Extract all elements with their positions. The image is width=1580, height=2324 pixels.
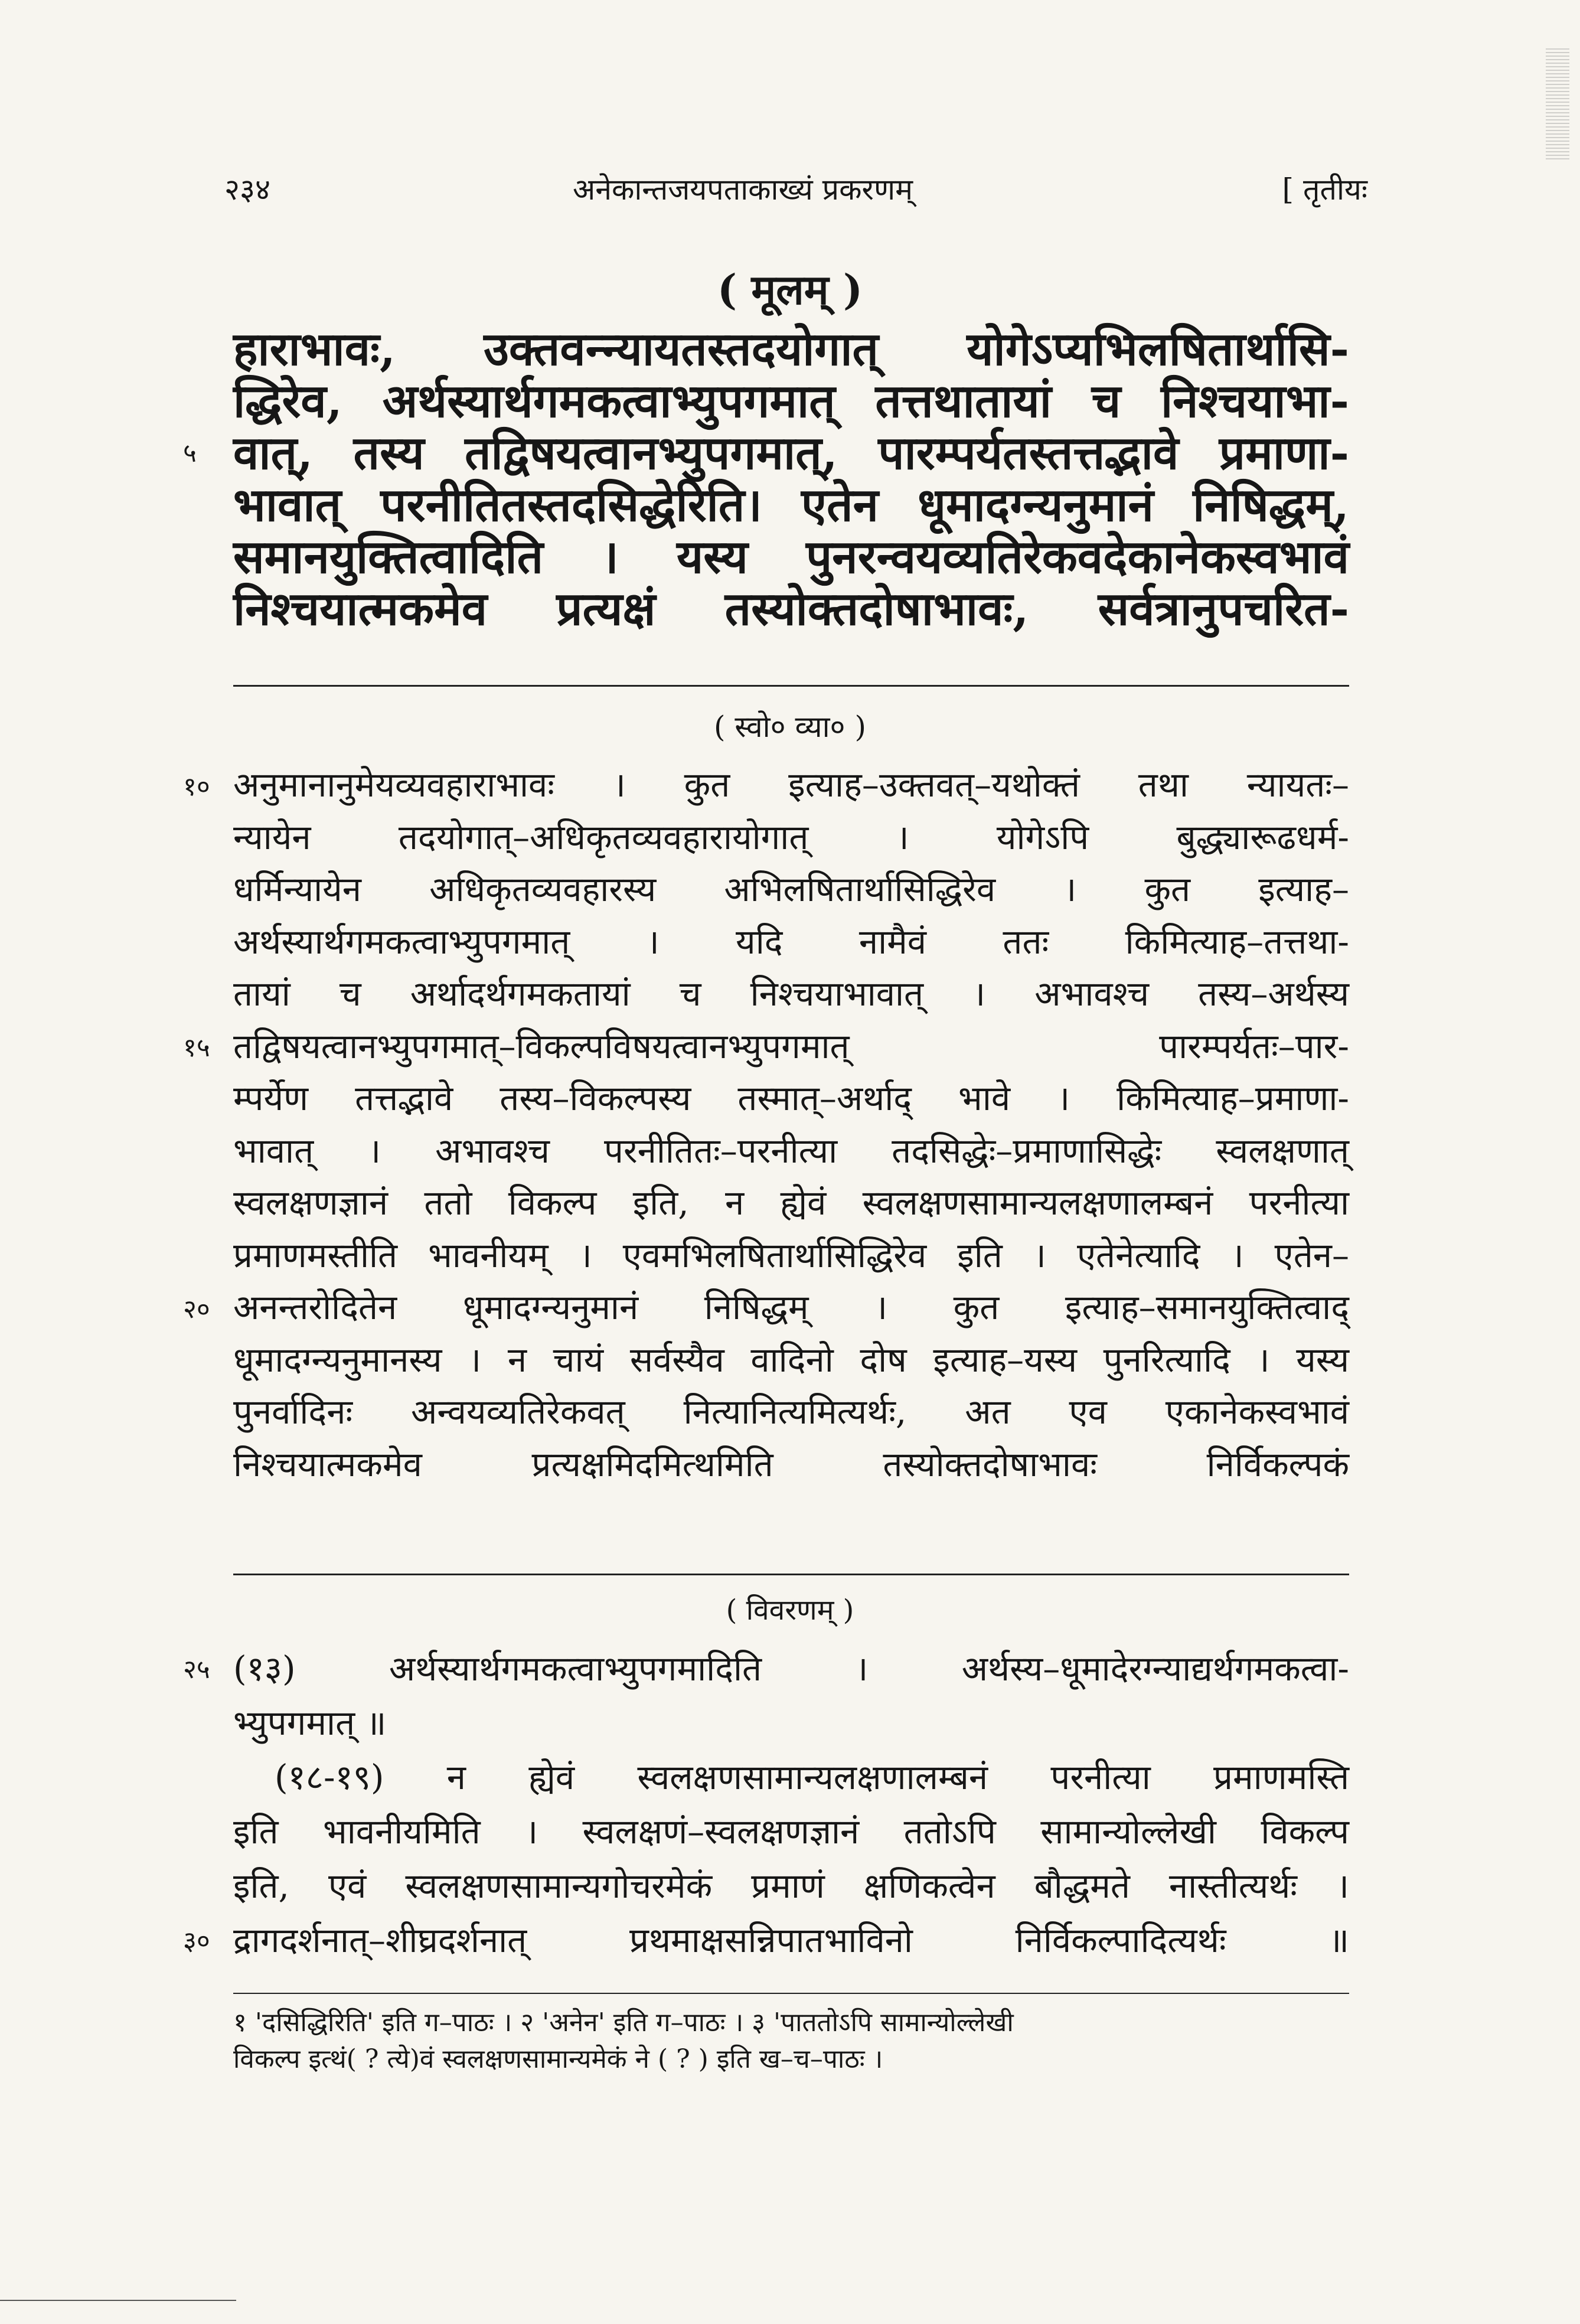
line-number: १५ <box>183 1033 210 1063</box>
section-divider <box>233 685 1349 687</box>
mula-line: द्धिरेव, अर्थस्यार्थगमकत्वाभ्युपगमात् तत्तथातायां च निश्चयाभा- <box>233 374 1349 428</box>
vyakhya-line: स्वलक्षणज्ञानं ततो विकल्प इति, न ह्येवं स्वलक्षणसामान्यलक्षणालम्बनं परनीत्या <box>233 1183 1349 1223</box>
vyakhya-heading: ( स्वो० व्या० ) <box>714 710 866 744</box>
line-number: २० <box>183 1294 210 1324</box>
vivarana-line: द्रागदर्शनात्–शीघ्रदर्शनात् प्रथमाक्षसन्निपातभाविनो निर्विकल्पादित्यर्थः ॥ <box>233 1920 1349 1960</box>
mula-line: भावात् परनीतितस्तदसिद्धेरिति। एतेन धूमादग्न्यनुमानं निषिद्धम्, <box>233 478 1349 532</box>
vyakhya-line: अर्थस्यार्थगमकत्वाभ्युपगमात् । यदि नामैवं ततः किमित्याह–तत्तथा- <box>233 921 1349 962</box>
line-number: २५ <box>183 1654 210 1685</box>
line-number: १० <box>183 772 210 802</box>
section-divider <box>233 1574 1349 1575</box>
footnotes <box>233 2005 1349 2078</box>
mula-line: वात्, तस्य तद्विषयत्वानभ्युपगमात्, पारम्पर्यतस्तत्तद्भावे प्रमाणा- <box>233 426 1349 480</box>
vivarana-line: भ्युपगमात् ॥ <box>233 1703 387 1743</box>
section-label: [ तृतीयः <box>1282 172 1367 207</box>
mula-line: समानयुक्तित्वादिति । यस्य पुनरन्वयव्यतिरेकवदेकानेकस्वभावं <box>233 530 1349 584</box>
book-title: अनेकान्तजयपताकाख्यं प्रकरणम् <box>573 172 913 207</box>
line-number: ५ <box>183 438 197 468</box>
vyakhya-line: म्पर्येण तत्तद्भावे तस्य–विकल्पस्य तस्मात्–अर्थाद् भावे । किमित्याह–प्रमाणा- <box>233 1078 1349 1118</box>
vyakhya-text <box>233 759 1349 1490</box>
vyakhya-line: निश्चयात्मकमेव प्रत्यक्षमिदमित्थमिति तस्योक्तदोषाभावः निर्विकल्पकं <box>233 1444 1349 1484</box>
vyakhya-line: तायां च अर्थादर्थगमकतायां च निश्चयाभावात् । अभावश्च तस्य–अर्थस्य <box>233 974 1349 1014</box>
scan-edge-mark <box>1546 47 1569 159</box>
line-number: ३० <box>183 1926 210 1956</box>
vivarana-text <box>233 1641 1349 1967</box>
mula-text <box>233 324 1349 635</box>
running-header <box>224 168 1367 216</box>
mula-line: निश्चयात्मकमेव प्रत्यक्षं तस्योक्तदोषाभावः, सर्वत्रानुपचरित- <box>233 582 1349 636</box>
footnote-divider <box>233 1993 1349 1994</box>
vivarana-heading: ( विवरणम् ) <box>726 1594 854 1627</box>
footnote-line: १ 'दसिद्धिरिति' इति ग–पाठः । २ 'अनेन' इति ग–पाठः । ३ 'पाततोऽपि सामान्योल्लेखी <box>233 2008 1014 2038</box>
footnote-line: विकल्प इत्थं( ? त्ये)वं स्वलक्षणसामान्यमेकं ने ( ? ) इति ख–च–पाठः । <box>233 2044 883 2074</box>
vyakhya-line: धर्मिन्यायेन अधिकृतव्यवहारस्य अभिलषितार्थासिद्धिरेव । कुत इत्याह– <box>233 869 1349 909</box>
scan-bottom-line <box>0 2300 236 2301</box>
vivarana-line: इति भावनीयमिति । स्वलक्षणं–स्वलक्षणज्ञानं ततोऽपि सामान्योल्लेखी विकल्प <box>233 1811 1349 1852</box>
mula-heading: ( मूलम् ) <box>717 265 863 314</box>
vyakhya-line: अनुमानानुमेयव्यवहाराभावः । कुत इत्याह–उक्तवत्–यथोक्तं तथा न्यायतः– <box>233 765 1349 805</box>
vyakhya-line: पुनर्वादिनः अन्वयव्यतिरेकवत् नित्यानित्यमित्यर्थः, अत एव एकानेकस्वभावं <box>233 1392 1349 1432</box>
vyakhya-line: अनन्तरोदितेन धूमादग्न्यनुमानं निषिद्धम् । कुत इत्याह–समानयुक्तित्वाद् <box>233 1287 1349 1327</box>
vyakhya-line: न्यायेन तदयोगात्–अधिकृतव्यवहारायोगात् । योगेऽपि बुद्ध्यारूढधर्म- <box>233 817 1349 857</box>
vyakhya-line: धूमादग्न्यनुमानस्य । न चायं सर्वस्यैव वादिनो दोष इत्याह–यस्य पुनरित्यादि । यस्य <box>233 1339 1349 1380</box>
vyakhya-line: भावात् । अभावश्च परनीतितः–परनीत्या तदसिद्धेः–प्रमाणासिद्धेः स्वलक्षणात् <box>233 1130 1349 1171</box>
vivarana-line: इति, एवं स्वलक्षणसामान्यगोचरमेकं प्रमाणं क्षणिकत्वेन बौद्धमते नास्तीत्यर्थः । <box>233 1866 1349 1906</box>
mula-line: हाराभावः, उक्तवन्न्यायतस्तदयोगात् योगेऽप्यभिलषितार्थासि- <box>233 322 1349 376</box>
vivarana-line: (१३) अर्थस्यार्थगमकत्वाभ्युपगमादिति । अर्थस्य–धूमादेरग्न्याद्यर्थगमकत्वा- <box>233 1649 1349 1689</box>
vyakhya-line: तद्विषयत्वानभ्युपगमात्–विकल्पविषयत्वानभ्युपगमात् पारम्पर्यतः–पार- <box>233 1026 1349 1066</box>
page-number: २३४ <box>224 172 270 207</box>
vivarana-line: (१८-१९) न ह्येवं स्वलक्षणसामान्यलक्षणालम्बनं परनीत्या प्रमाणमस्ति <box>275 1757 1349 1797</box>
vyakhya-line: प्रमाणमस्तीति भावनीयम् । एवमभिलषितार्थासिद्धिरेव इति । एतेनेत्यादि । एतेन– <box>233 1235 1349 1275</box>
